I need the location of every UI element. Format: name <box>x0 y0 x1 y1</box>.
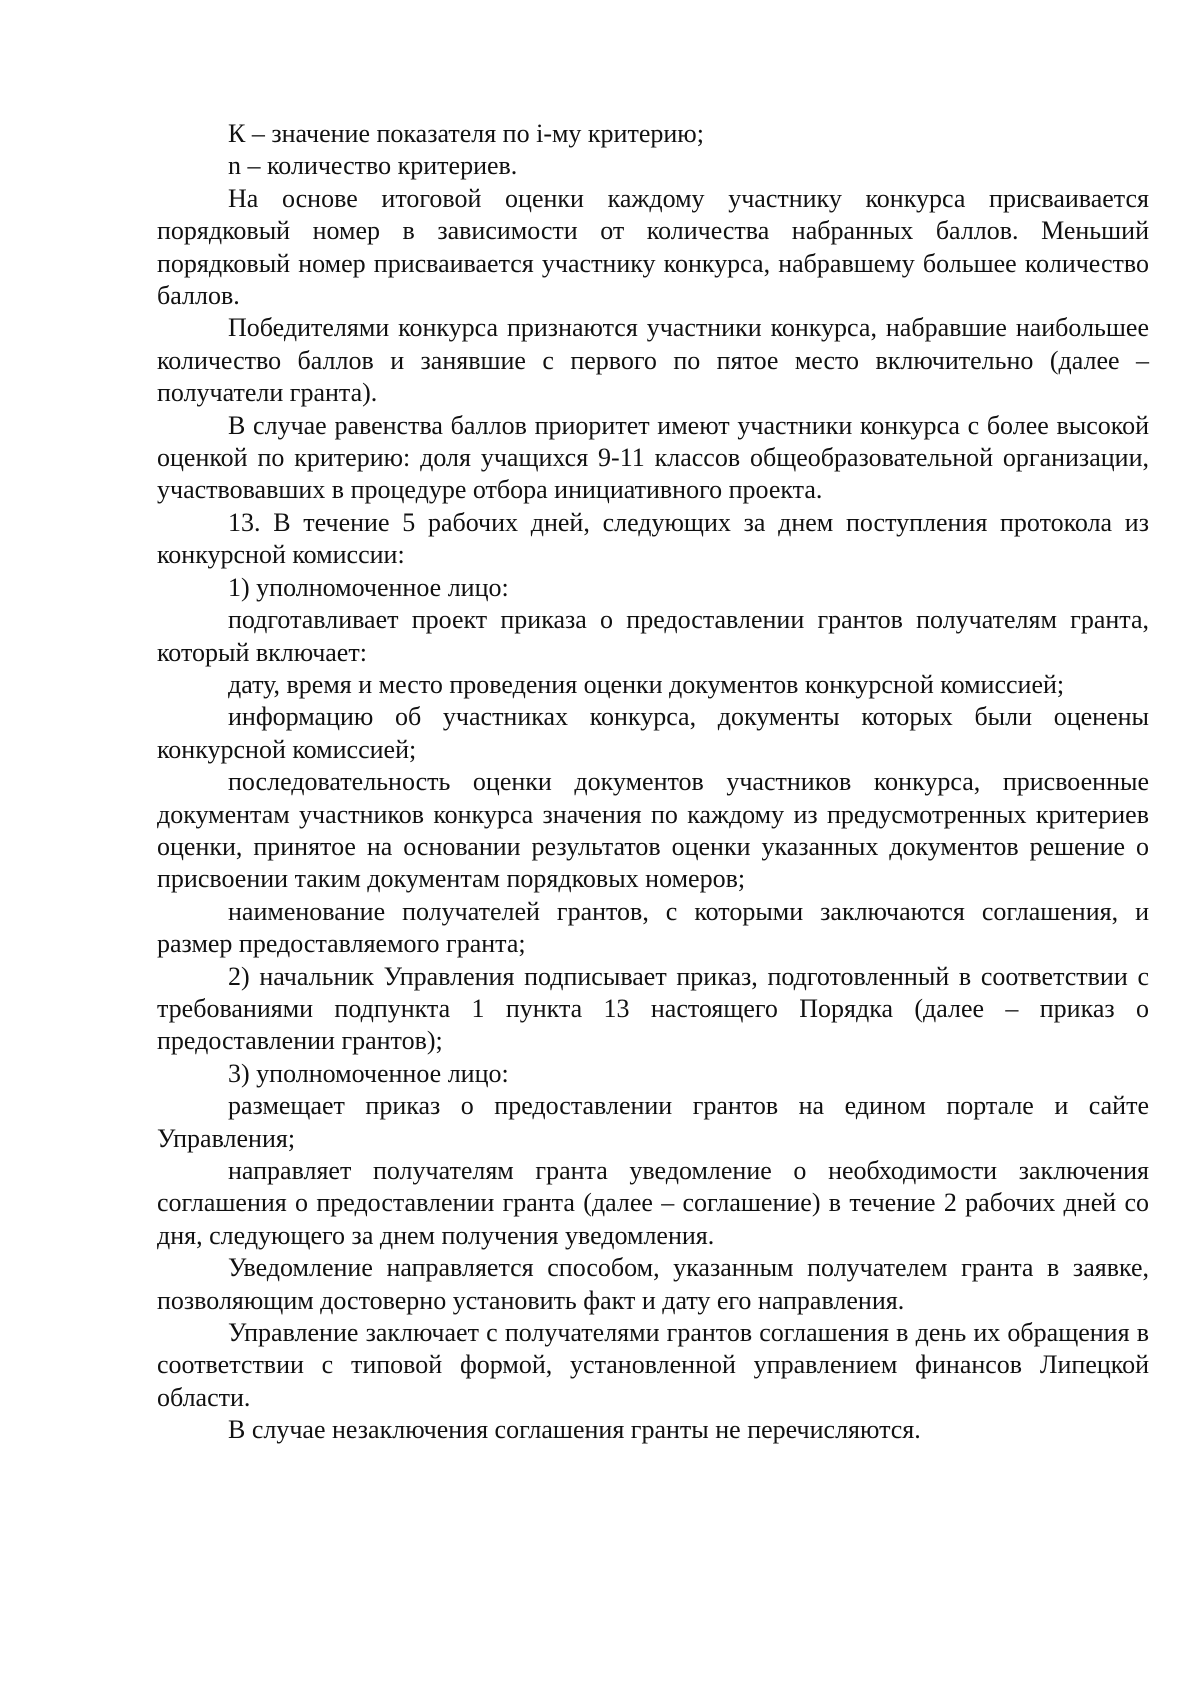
paragraph-notice-method: Уведомление направляется способом, указанным получателем гранта в заявке, позволяющим достоверно установить факт и дату его направления. <box>157 1253 1149 1315</box>
paragraph-date-time-place: дату, время и место проведения оценки документов конкурсной комиссией; <box>228 669 1065 699</box>
paragraph-evaluation-sequence: последовательность оценки документов участников конкурса, присвоенные документам участников конкурса значения по каждому из предусмотренных критериев оценки, принятое на основании результатов оценки указанных документов решение о присвоении таким документам порядковых номеров; <box>157 767 1149 894</box>
paragraph-subitem-2: 2) начальник Управления подписывает приказ, подготовленный в соответствии с требованиями подпункта 1 пункта 13 настоящего Порядка (далее – приказ о предоставлении грантов); <box>157 961 1149 1056</box>
paragraph-n-definition: n – количество критериев. <box>228 151 518 181</box>
paragraph-tie-break: В случае равенства баллов приоритет имеют участники конкурса с более высокой оценкой по критерию: доля учащихся 9-11 классов общеобразовательной организации, участвовавших в процедуре отбора инициативного проекта. <box>157 410 1149 505</box>
paragraph-final-score: На основе итоговой оценки каждому участнику конкурса присваивается порядковый номер в зависимости от количества набранных баллов. Меньший порядковый номер присваивается участнику конкурса, набравшему большее количество баллов. <box>157 183 1149 311</box>
paragraph-k-definition: К – значение показателя по i-му критерию; <box>228 119 704 148</box>
paragraph-prepares-order: подготавливает проект приказа о предоставлении грантов получателям гранта, который включает: <box>157 605 1149 667</box>
paragraph-item-13: 13. В течение 5 рабочих дней, следующих за днем поступления протокола из конкурсной комиссии: <box>157 507 1149 570</box>
paragraph-subitem-3: 3) уполномоченное лицо: <box>228 1058 509 1088</box>
paragraph-recipients-names: наименование получателей грантов, с которыми заключаются соглашения, и размер предоставляемого гранта; <box>157 896 1149 959</box>
document-body <box>157 118 1149 1447</box>
paragraph-sends-notice: направляет получателям гранта уведомление о необходимости заключения соглашения о предоставлении гранта (далее – соглашение) в течение 2 рабочих дней со дня, следующего за днем получения уведомления. <box>157 1156 1149 1250</box>
paragraph-subitem-1: 1) уполномоченное лицо: <box>228 572 509 602</box>
paragraph-agreement-conclusion: Управление заключает с получателями грантов соглашения в день их обращения в соответствии с типовой формой, установленной управлением финансов Липецкой области. <box>157 1318 1149 1412</box>
paragraph-no-agreement: В случае незаключения соглашения гранты не перечисляются. <box>228 1415 921 1445</box>
paragraph-participants-info: информацию об участниках конкурса, документы которых были оценены конкурсной комиссией; <box>157 702 1149 764</box>
paragraph-publishes-order: размещает приказ о предоставлении грантов на едином портале и сайте Управления; <box>157 1091 1149 1153</box>
paragraph-winners: Победителями конкурса признаются участники конкурса, набравшие наибольшее количество баллов и занявшие с первого по пятое место включительно (далее – получатели гранта). <box>157 313 1149 408</box>
